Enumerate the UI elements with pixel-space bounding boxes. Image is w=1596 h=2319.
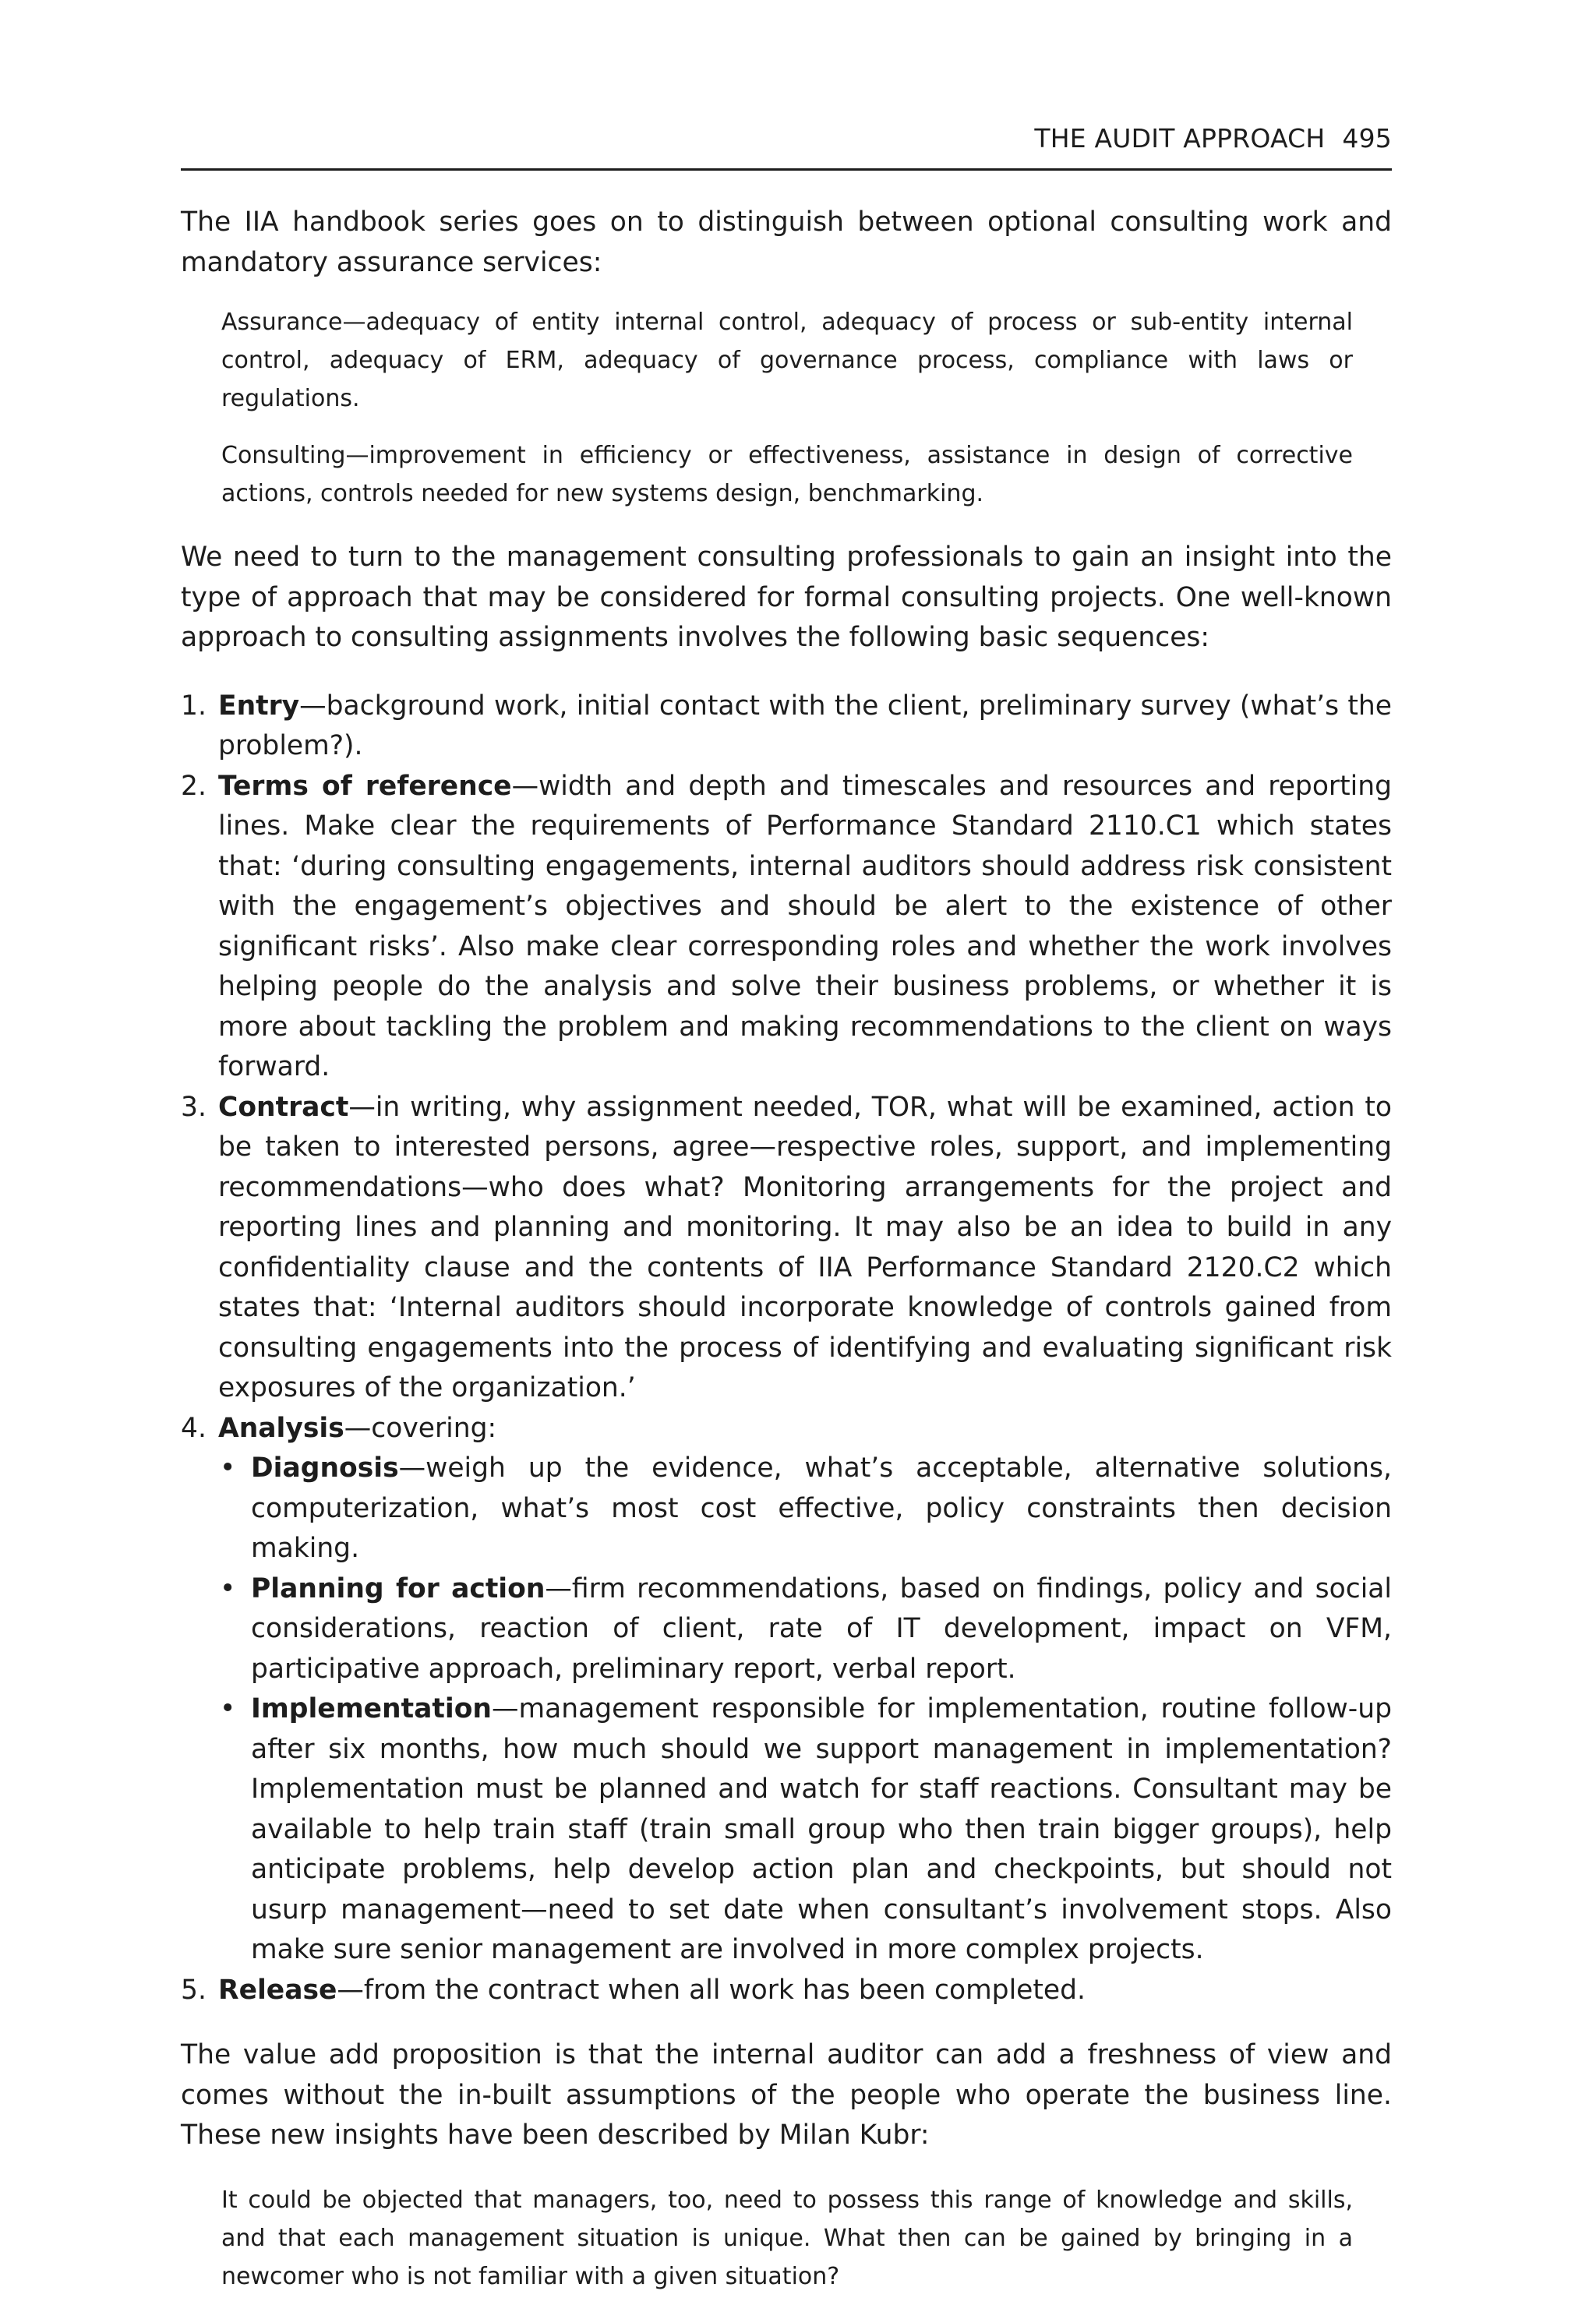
value-add-paragraph: The value add proposition is that the internal auditor can add a freshness of view and comes without the in-built assumptions of the people who operate the business line. These new insights have been described by Milan Kubr: [181, 2039, 1392, 2151]
list-text: —background work, initial contact with the client, preliminary survey (what’s the problem?). [218, 690, 1392, 761]
sublist-term: Planning for action [251, 1572, 546, 1604]
sublist-term: Diagnosis [251, 1452, 399, 1484]
quote-assurance: Assurance—adequacy of entity internal control, adequacy of process or sub-entity internal control, adequacy of ERM, adequacy of governance process, compliance with laws or regulations. [221, 309, 1353, 412]
list-term: Analysis [218, 1412, 344, 1444]
list-item-entry [181, 687, 1392, 767]
list-text: —width and depth and timescales and resources and reporting lines. Make clear the requirements of Performance Standard 2110.C1 which states that: ‘during consulting engagements, internal auditors should address risk consistent with the engagement’s objectives and should be alert to the existence of other significant risks’. Also make clear corresponding roles and whether the work involves helping people do the analysis and solve their business problems, or whether it is more about tackling the problem and making recommendations to the client on ways forward. [218, 770, 1392, 1082]
intro-paragraph: The IIA handbook series goes on to distinguish between optional consulting work and mandatory assurance services: [181, 206, 1392, 278]
list-number: 2. [181, 770, 207, 802]
kubr-quote: It could be objected that managers, too, need to possess this range of knowledge and skills, and that each management situation is unique. What then can be gained by bringing in a newcomer who is not familiar with a given situation? [221, 2186, 1353, 2290]
bullet-icon: • [220, 1693, 236, 1724]
list-term: Terms of reference [218, 770, 512, 802]
list-term: Contract [218, 1091, 349, 1123]
bullet-icon: • [220, 1452, 236, 1484]
list-text: —covering: [344, 1412, 497, 1444]
list-number: 3. [181, 1091, 207, 1123]
quote-consulting: Consulting—improvement in efficiency or effectiveness, assistance in design of corrective actions, controls needed for new systems design, benchmarking. [221, 442, 1353, 507]
sublist-item-implementation [218, 1689, 1392, 1971]
sublist-item-diagnosis [218, 1449, 1392, 1569]
list-number: 5. [181, 1974, 207, 2006]
sequence-list [181, 687, 1392, 2011]
bullet-icon: • [220, 1572, 236, 1604]
list-item-analysis [181, 1409, 1392, 1971]
list-text: —in writing, why assignment needed, TOR, what will be examined, action to be taken to interested persons, agree—respective roles, support, and implementing recommendations—who does what? Monitoring arrangements for the project and reporting lines and planning and monitoring. It may also be an idea to build in any confidentiality clause and the contents of IIA Performance Standard 2120.C2 which states that: ‘Internal auditors should incorporate knowledge of controls gained from consulting engagements into the process of identifying and evaluating significant risk exposures of the organization.’ [218, 1091, 1392, 1403]
list-text: —from the contract when all work has been completed. [337, 1974, 1086, 2006]
sublist-term: Implementation [251, 1693, 492, 1724]
page-body [181, 203, 1392, 2296]
list-item-contract [181, 1088, 1392, 1409]
sublist-text: —weigh up the evidence, what’s acceptable, alternative solutions, computerization, what’s most cost effective, policy constraints then decision making. [251, 1452, 1392, 1564]
sublist-text: —firm recommendations, based on findings, policy and social considerations, reaction of client, rate of IT development, impact on VFM, participative approach, preliminary report, verbal report. [251, 1572, 1393, 1685]
sublist-text: —management responsible for implementation, routine follow-up after six months, how much should we support management in implementation? Implementation must be planned and watch for staff reactions. Consultant may be available to help train staff (train small group who then train bigger groups), help anticipate problems, help develop action plan and checkpoints, but should not usurp management—need to set date when consultant’s involvement stops. Also make sure senior management are involved in more complex projects. [251, 1693, 1392, 1965]
list-number: 1. [181, 690, 207, 722]
list-item-release [181, 1971, 1392, 2011]
list-term: Release [218, 1974, 337, 2006]
list-term: Entry [218, 690, 300, 722]
running-title: THE AUDIT APPROACH [1034, 123, 1326, 154]
list-item-terms-of-reference [181, 767, 1392, 1088]
page-header [181, 122, 1392, 171]
analysis-sublist [218, 1449, 1392, 1971]
page-number: 495 [1342, 123, 1392, 154]
sublist-item-planning-for-action [218, 1569, 1392, 1690]
list-number: 4. [181, 1412, 207, 1444]
consulting-approach-paragraph: We need to turn to the management consulting professionals to gain an insight into the type of approach that may be considered for formal consulting projects. One well-known approach to consulting assignments involves the following basic sequences: [181, 542, 1392, 653]
running-head [1034, 123, 1392, 154]
